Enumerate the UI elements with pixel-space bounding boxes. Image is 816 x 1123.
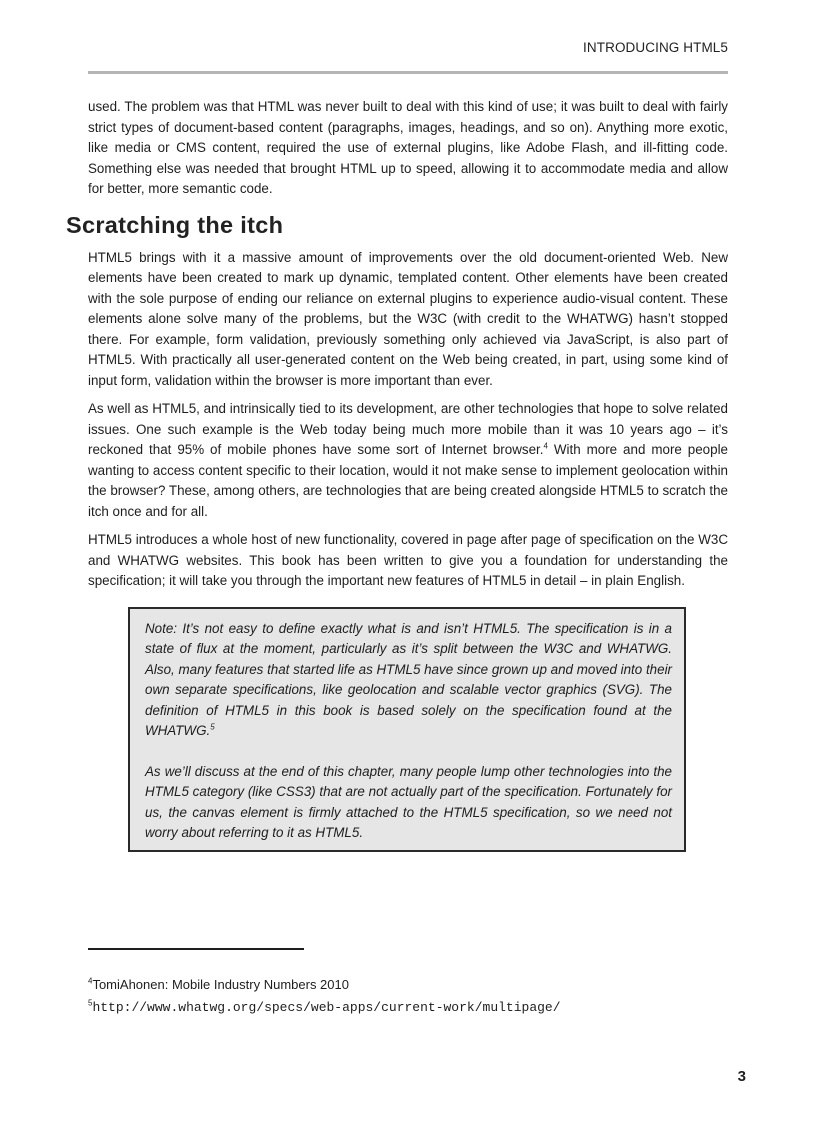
section-paragraph-2 (88, 399, 728, 522)
section-paragraph-3: HTML5 introduces a whole host of new functionality, covered in page after page of specification on the W3C and WHATWG websites. This book has been written to give you a foundation for understanding the specification; it will take you through the important new features of HTML5 in detail – in plain English. (88, 532, 728, 588)
footnote-number: 5 (88, 998, 93, 1008)
note-paragraph-1-text: Note: It’s not easy to define exactly what is and isn’t HTML5. The specification is in a state of flux at the moment, particularly as it’s split between the W3C and WHATWG. Also, many features that started life as HTML5 have since grown up and moved into their own separate specifications, like geolocation and scalable vector graphics (SVG). The definition of HTML5 in this book is based solely on the specification found at the WHATWG. (145, 620, 672, 738)
page-number: 3 (737, 1068, 746, 1085)
note-paragraph-1 (145, 619, 672, 742)
running-head: INTRODUCING HTML5 (583, 40, 728, 55)
page-body (66, 97, 729, 852)
footnote-text: TomiAhonen: Mobile Industry Numbers 2010 (92, 977, 349, 992)
footnotes (88, 974, 728, 1019)
section-heading: Scratching the itch (66, 211, 284, 238)
footnote-number: 4 (88, 976, 93, 986)
note-paragraph-2: As we’ll discuss at the end of this chapter, many people lump other technologies into the HTML5 category (like CSS3) that are not actually part of the specification. Fortunately for us, the canvas element is firmly attached to the HTML5 specification, so we need not worry about referring to it as HTML5. (145, 763, 672, 840)
footnote-4 (88, 974, 728, 996)
section-paragraph-1: HTML5 brings with it a massive amount of improvements over the old document-oriented Web. New elements have been created to mark up dynamic, templated content. Other elements have been created with the sole purpose of ending our reliance on external plugins to experience audio-visual content. These elements alone solve many of the problems, but the W3C (with credit to the WHATWG) hasn’t stopped there. For example, form validation, previously something only achieved via JavaScript, is also part of HTML5. With practically all user-generated content on the Web being created, in part, using some kind of input form, validation within the browser is more important than ever. (88, 249, 728, 388)
footnote-ref-4: 4 (543, 441, 548, 451)
intro-paragraph: used. The problem was that HTML was never built to deal with this kind of use; it was built to deal with fairly strict types of document-based content (paragraphs, images, headings, and so on). Anything more exotic, like media or CMS content, required the use of external plugins, like Adobe Flash, and ill-fitting code. Something else was needed that brought HTML up to speed, allowing it to accommodate media and allow for better, more semantic code. (88, 99, 728, 196)
note-box (128, 607, 686, 852)
footnote-link[interactable]: http://www.whatwg.org/specs/web-apps/current-work/multipage/ (92, 1000, 561, 1015)
footnote-5 (88, 996, 728, 1019)
header-rule (88, 71, 728, 74)
paragraph-2-text-b: With more and more people wanting to access content specific to their location, would it not make sense to implement geolocation within the browser? These, among others, are technologies that are being created alongside HTML5 to scratch the itch once and for all. (88, 442, 729, 519)
paragraph-2-text-a: As well as HTML5, and intrinsically tied to its development, are other technologies that hope to solve related issues. One such example is the Web today being much more mobile than it was 10 years ago – it’s reckoned that 95% of mobile phones have some sort of Internet browser. (88, 401, 728, 457)
footnote-rule (88, 948, 304, 950)
footnote-ref-5: 5 (210, 722, 215, 732)
